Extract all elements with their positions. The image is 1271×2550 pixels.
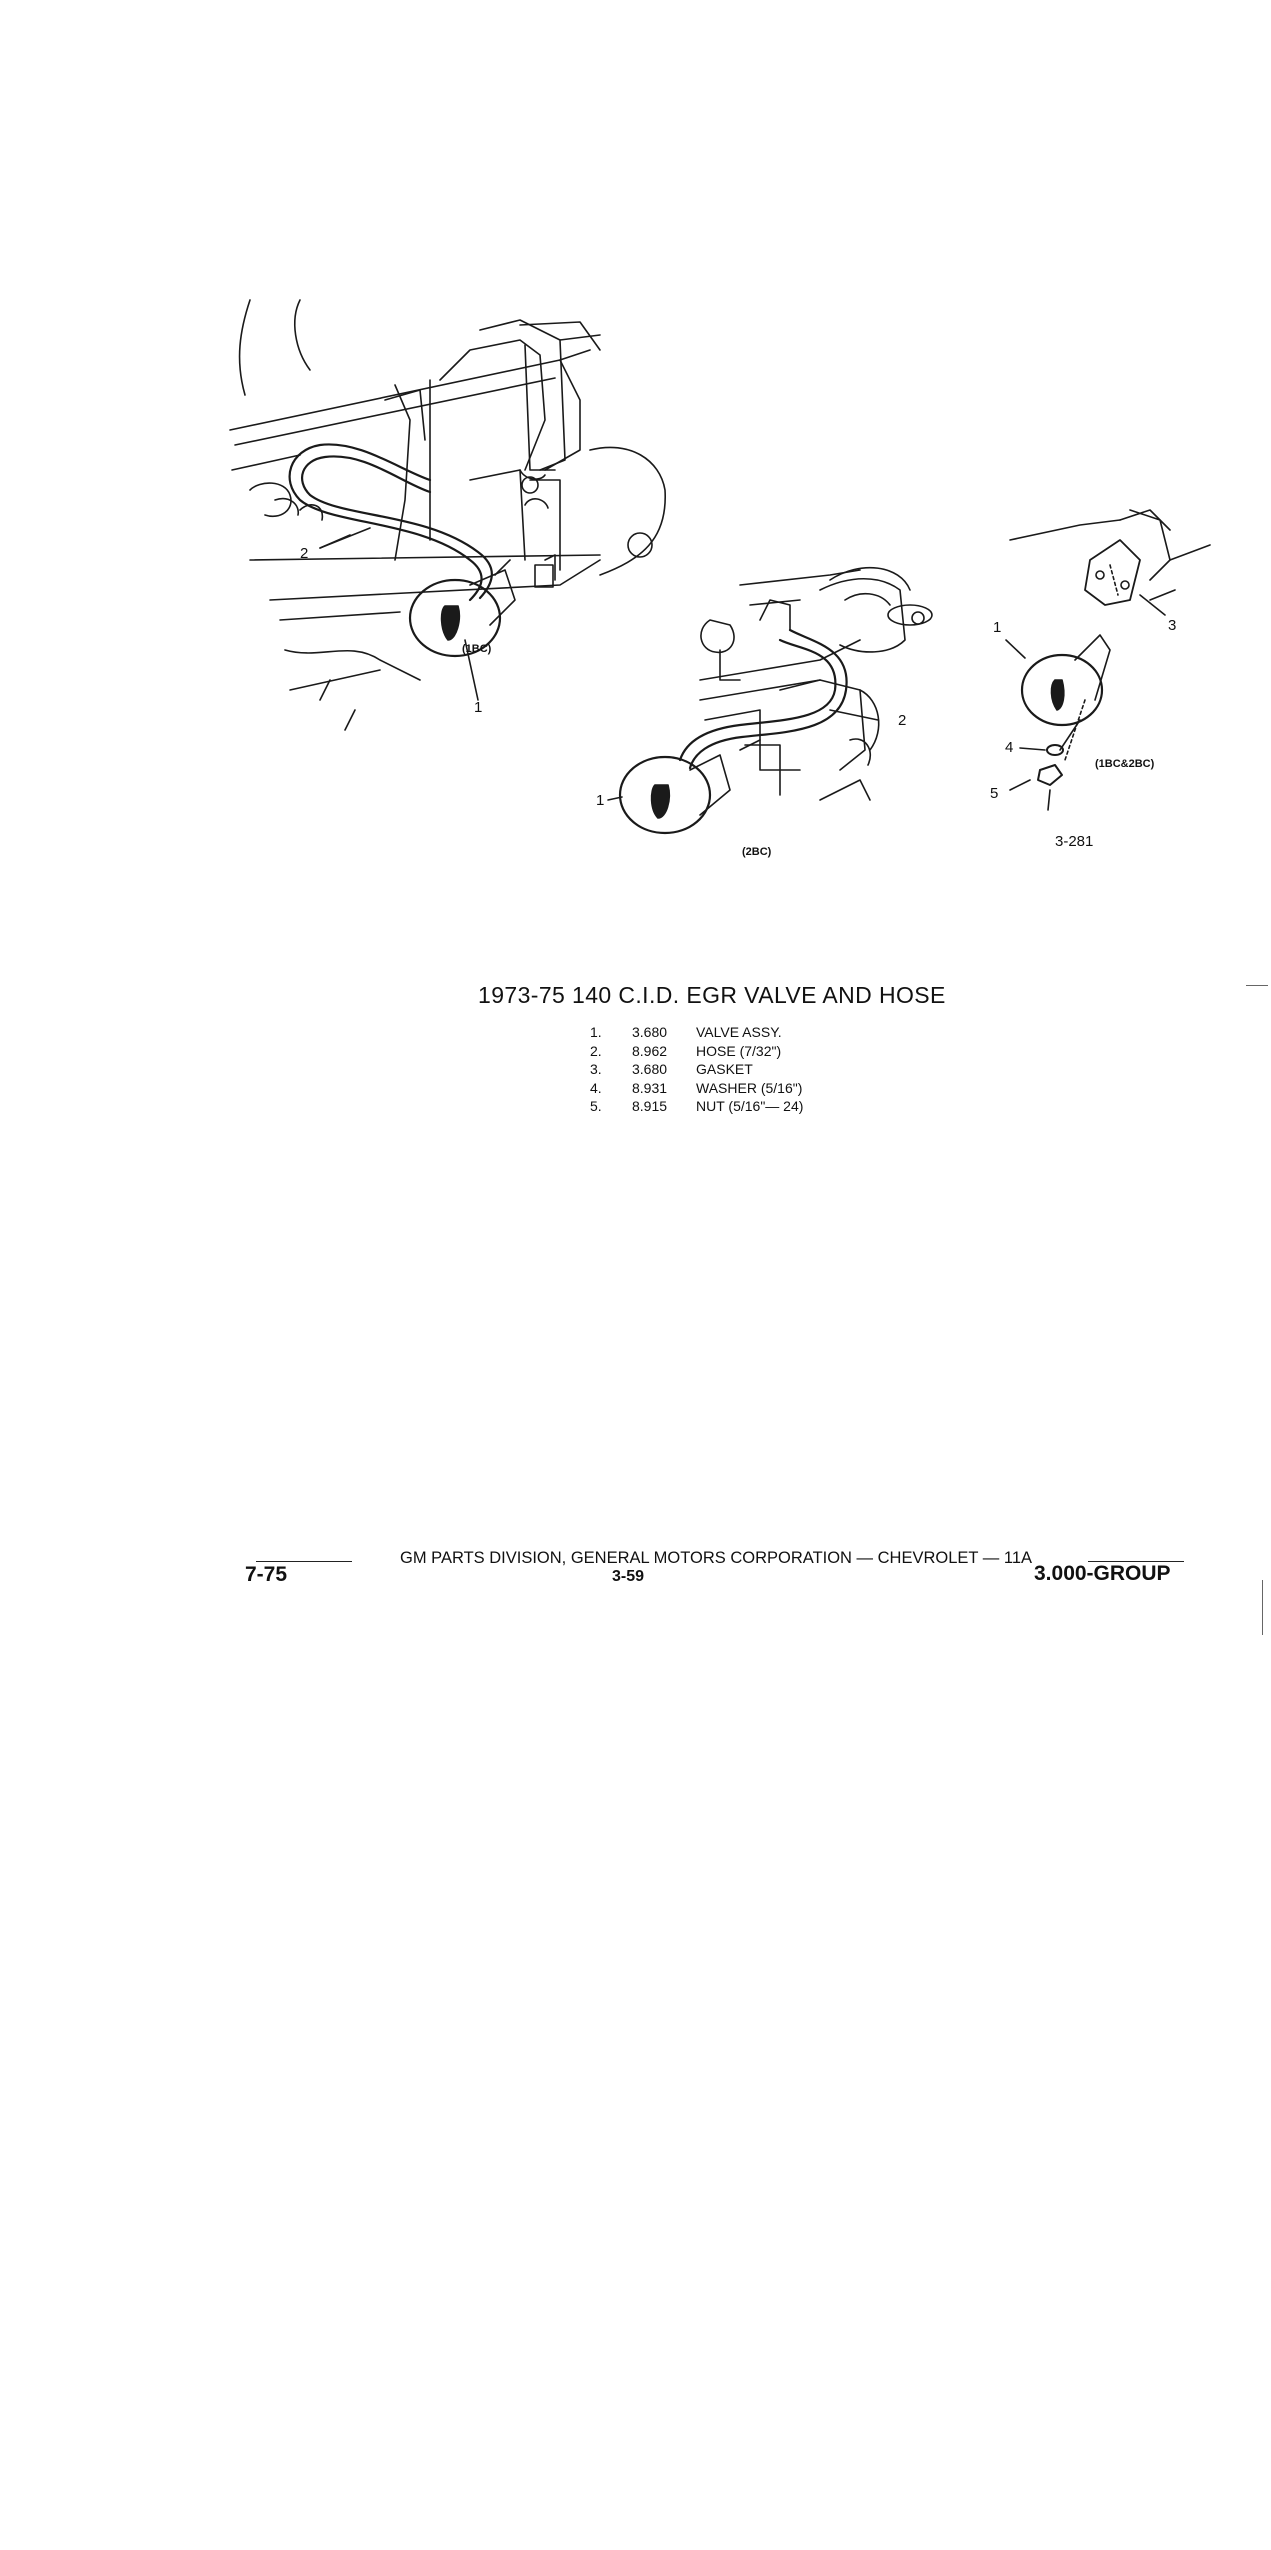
callout-2-view2: 2 xyxy=(898,712,907,729)
footer-page-number: 3-59 xyxy=(612,1568,645,1585)
parts-list xyxy=(590,1023,803,1116)
part-code: 8.915 xyxy=(632,1098,668,1114)
callout-1-view1: 1 xyxy=(474,699,483,716)
parts-row xyxy=(590,1079,803,1098)
part-number: 4. xyxy=(590,1079,602,1096)
callout-4-view3: 4 xyxy=(1005,739,1014,756)
parts-row xyxy=(590,1023,803,1042)
footer-rule-left xyxy=(256,1561,352,1562)
part-description: NUT (5/16"— 24) xyxy=(696,1098,804,1114)
parts-row xyxy=(590,1060,803,1079)
part-number: 1. xyxy=(590,1024,602,1040)
part-description: WASHER (5/16") xyxy=(696,1079,803,1096)
page-title: 1973-75 140 C.I.D. EGR VALVE AND HOSE xyxy=(478,982,946,1008)
parts-row xyxy=(590,1097,803,1116)
egr-valve-illustration xyxy=(0,0,1271,900)
parts-row xyxy=(590,1042,803,1061)
part-code: 3.680 xyxy=(632,1024,668,1040)
variant-label-1bc: (1BC) xyxy=(462,643,492,655)
callout-2-view1: 2 xyxy=(300,545,309,562)
view-1bc-engine xyxy=(230,300,665,730)
part-number: 5. xyxy=(590,1098,602,1114)
part-code: 3.680 xyxy=(632,1061,668,1077)
part-description: HOSE (7/32") xyxy=(696,1042,782,1059)
variant-label-1bc-2bc: (1BC&2BC) xyxy=(1095,758,1155,770)
footer-group: 3.000-GROUP xyxy=(1034,1562,1171,1585)
variant-label-2bc: (2BC) xyxy=(742,846,772,858)
part-code: 8.931 xyxy=(632,1079,668,1096)
footer-publisher-line: GM PARTS DIVISION, GENERAL MOTORS CORPORATION — CHEVROLET — 11A xyxy=(400,1549,1033,1567)
figure-number: 3-281 xyxy=(1055,833,1094,850)
part-description: GASKET xyxy=(696,1061,753,1077)
callout-5-view3: 5 xyxy=(990,785,999,802)
callout-1-view3: 1 xyxy=(993,619,1002,636)
margin-mark xyxy=(1246,985,1268,986)
margin-bar xyxy=(1262,1580,1263,1635)
part-number: 2. xyxy=(590,1042,602,1059)
callout-1-view2: 1 xyxy=(596,792,605,809)
footer-date: 7-75 xyxy=(245,1563,288,1586)
view-2bc-engine xyxy=(608,568,932,833)
callout-3-view3: 3 xyxy=(1168,617,1177,634)
part-code: 8.962 xyxy=(632,1042,668,1059)
part-description: VALVE ASSY. xyxy=(696,1024,782,1040)
part-number: 3. xyxy=(590,1061,602,1077)
